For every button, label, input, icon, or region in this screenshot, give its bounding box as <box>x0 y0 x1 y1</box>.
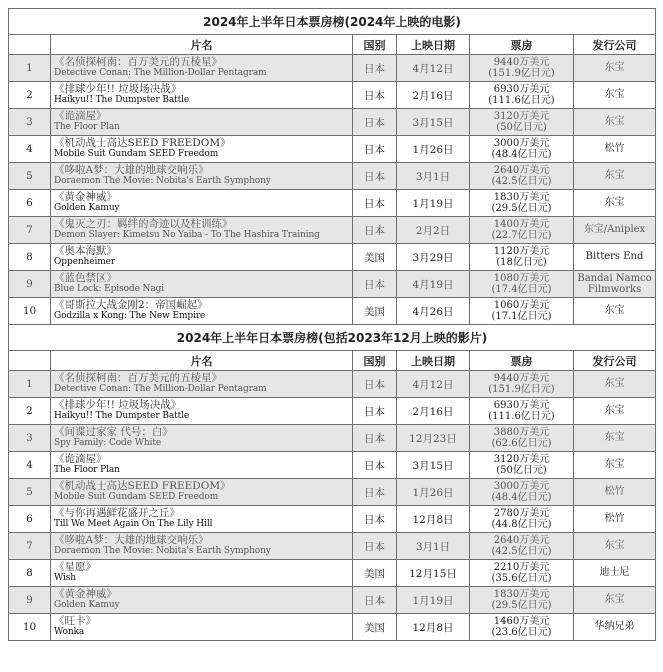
table-row <box>9 55 656 82</box>
box-office-usd: 1060万美元 <box>493 299 550 311</box>
title-cell <box>51 298 353 325</box>
box-office-cell <box>470 271 574 298</box>
box-office-jpy: (29.5亿日元) <box>491 600 552 611</box>
box-office-cell <box>470 82 574 109</box>
release-date-cell: 12月8日 <box>397 506 470 533</box>
box-office-usd: 2640万美元 <box>493 534 550 546</box>
title-english: Wish <box>54 573 76 583</box>
release-date-cell: 4月12日 <box>397 371 470 398</box>
box-office-usd: 1080万美元 <box>493 272 550 284</box>
box-office-usd: 9440万美元 <box>493 56 550 68</box>
table-title: 2024年上半年日本票房榜(包括2023年12月上映的影片) <box>9 325 656 351</box>
rank-cell: 2 <box>9 82 51 109</box>
distributor-cell <box>574 136 656 163</box>
header-country: 国别 <box>353 351 397 371</box>
title-chinese: 《名侦探柯南：百万美元的五棱星》 <box>54 55 222 68</box>
distributor-line-1: 东宝 <box>604 62 625 74</box>
release-date-cell: 1月26日 <box>397 136 470 163</box>
title-cell <box>51 55 353 82</box>
distributor-line-1: 东宝 <box>604 540 625 552</box>
title-chinese: 《哥斯拉大战金刚2：帝国崛起》 <box>54 298 208 311</box>
distributor-line-1: 东宝 <box>604 432 625 444</box>
box-office-cell <box>470 371 574 398</box>
box-office-cell <box>470 55 574 82</box>
box-office-cell <box>470 533 574 560</box>
title-chinese: 《鬼灭之刃：羁绊的奇迹以及柱训练》 <box>54 217 233 230</box>
distributor-line-2: Filmworks <box>587 284 642 295</box>
title-chinese: 《间谍过家家 代号：白》 <box>54 425 173 438</box>
distributor-cell <box>574 271 656 298</box>
header-date: 上映日期 <box>397 351 470 371</box>
country-cell: 日本 <box>353 163 397 190</box>
title-chinese: 《哆啦A梦：大雄的地球交响乐》 <box>54 163 209 176</box>
header-box: 票房 <box>470 351 574 371</box>
country-cell: 日本 <box>353 587 397 614</box>
rank-cell: 5 <box>9 479 51 506</box>
box-office-jpy: (48.4亿日元) <box>491 149 552 160</box>
rank-cell: 3 <box>9 425 51 452</box>
country-cell: 日本 <box>353 271 397 298</box>
table-row <box>9 479 656 506</box>
table-row <box>9 506 656 533</box>
box-office-cell <box>470 506 574 533</box>
distributor-line-1: 东宝 <box>604 116 625 128</box>
box-office-usd: 2210万美元 <box>493 561 550 573</box>
table-row <box>9 163 656 190</box>
box-office-jpy: (22.7亿日元) <box>491 230 552 241</box>
distributor-cell <box>574 425 656 452</box>
table-row <box>9 82 656 109</box>
box-office-cell <box>470 587 574 614</box>
box-office-cell <box>470 398 574 425</box>
title-chinese: 《旺卡》 <box>54 614 96 627</box>
title-english: Doraemon The Movie: Nobita's Earth Symphony <box>54 546 271 556</box>
table-row <box>9 614 656 641</box>
header-country: 国别 <box>353 35 397 55</box>
rank-cell: 10 <box>9 298 51 325</box>
box-office-usd: 3000万美元 <box>493 480 550 492</box>
country-cell: 日本 <box>353 533 397 560</box>
title-english: Haikyu!! The Dumpster Battle <box>54 95 190 105</box>
table-row <box>9 244 656 271</box>
title-chinese: 《黄金神威》 <box>54 190 117 203</box>
box-office-jpy: (111.6亿日元) <box>488 411 555 422</box>
title-chinese: 《奥本海默》 <box>54 244 117 257</box>
distributor-cell <box>574 190 656 217</box>
rank-cell: 6 <box>9 506 51 533</box>
table-row <box>9 371 656 398</box>
box-office-jpy: (62.6亿日元) <box>491 438 552 449</box>
table-row <box>9 560 656 587</box>
header-dist: 发行公司 <box>574 35 656 55</box>
box-office-jpy: (151.9亿日元) <box>488 384 555 395</box>
distributor-cell <box>574 55 656 82</box>
distributor-cell <box>574 82 656 109</box>
title-chinese: 《黄金神威》 <box>54 587 117 600</box>
table-row <box>9 271 656 298</box>
title-english: Mobile Suit Gundam SEED Freedom <box>54 492 219 502</box>
release-date-cell: 2月2日 <box>397 217 470 244</box>
title-chinese: 《与你再遇鲜花盛开之丘》 <box>54 506 180 519</box>
title-english: Detective Conan: The Million-Dollar Pentagram <box>54 68 267 78</box>
box-office-jpy: (42.5亿日元) <box>491 546 552 557</box>
header-box: 票房 <box>470 35 574 55</box>
table-row <box>9 398 656 425</box>
distributor-line-1: 松竹 <box>604 143 625 155</box>
title-cell <box>51 244 353 271</box>
box-office-table-body <box>9 9 656 641</box>
title-english: Wonka <box>54 627 85 637</box>
title-cell <box>51 136 353 163</box>
rank-cell: 5 <box>9 163 51 190</box>
country-cell: 日本 <box>353 217 397 244</box>
title-cell <box>51 479 353 506</box>
table-row <box>9 217 656 244</box>
release-date-cell: 3月15日 <box>397 452 470 479</box>
title-english: Blue Lock: Episode Nagi <box>54 284 165 294</box>
release-date-cell: 3月1日 <box>397 163 470 190</box>
distributor-cell <box>574 109 656 136</box>
title-english: Haikyu!! The Dumpster Battle <box>54 411 190 421</box>
table-row <box>9 533 656 560</box>
box-office-usd: 3880万美元 <box>493 426 550 438</box>
rank-cell: 7 <box>9 217 51 244</box>
country-cell: 日本 <box>353 452 397 479</box>
distributor-line-1: 东宝/Aniplex <box>583 224 646 236</box>
distributor-line-1: 松竹 <box>604 486 625 498</box>
distributor-cell <box>574 560 656 587</box>
distributor-cell <box>574 398 656 425</box>
distributor-line-1: 华纳兄弟 <box>594 621 635 633</box>
box-office-cell <box>470 136 574 163</box>
title-english: The Floor Plan <box>54 122 120 132</box>
table-row <box>9 587 656 614</box>
distributor-line-1: Bandai Namco <box>577 272 652 284</box>
release-date-cell: 1月19日 <box>397 190 470 217</box>
box-office-usd: 1120万美元 <box>493 245 550 257</box>
title-chinese: 《机动战士高达SEED FREEDOM》 <box>54 479 231 492</box>
box-office-table <box>8 8 656 641</box>
rank-cell: 8 <box>9 560 51 587</box>
release-date-cell: 12月15日 <box>397 560 470 587</box>
distributor-line-1: 东宝 <box>604 594 625 606</box>
title-cell <box>51 506 353 533</box>
release-date-cell: 4月19日 <box>397 271 470 298</box>
rank-cell: 7 <box>9 533 51 560</box>
rank-cell: 6 <box>9 190 51 217</box>
header-date: 上映日期 <box>397 35 470 55</box>
title-chinese: 《名侦探柯南：百万美元的五棱星》 <box>54 371 222 384</box>
header-rank <box>9 35 51 55</box>
rank-cell: 1 <box>9 55 51 82</box>
release-date-cell: 1月26日 <box>397 479 470 506</box>
title-english: Demon Slayer: Kimetsu No Yaiba - To The Hashira Training <box>54 230 320 240</box>
distributor-cell <box>574 533 656 560</box>
distributor-cell <box>574 163 656 190</box>
country-cell: 日本 <box>353 371 397 398</box>
box-office-usd: 3120万美元 <box>493 453 550 465</box>
box-office-usd: 1830万美元 <box>493 191 550 203</box>
table-row <box>9 452 656 479</box>
box-office-cell <box>470 298 574 325</box>
distributor-cell <box>574 479 656 506</box>
title-cell <box>51 614 353 641</box>
title-english: Spy Family: Code White <box>54 438 162 448</box>
rank-cell: 4 <box>9 452 51 479</box>
title-cell <box>51 109 353 136</box>
box-office-cell <box>470 479 574 506</box>
box-office-jpy: (35.6亿日元) <box>491 573 552 584</box>
distributor-line-1: 迪士尼 <box>599 567 630 579</box>
distributor-cell <box>574 614 656 641</box>
title-cell <box>51 425 353 452</box>
box-office-usd: 6930万美元 <box>493 399 550 411</box>
distributor-cell <box>574 452 656 479</box>
title-english: Oppenheimer <box>54 257 116 267</box>
header-name: 片名 <box>51 35 353 55</box>
distributor-line-1: 东宝 <box>604 170 625 182</box>
box-office-jpy: (44.8亿日元) <box>491 519 552 530</box>
country-cell: 美国 <box>353 560 397 587</box>
country-cell: 日本 <box>353 82 397 109</box>
release-date-cell: 4月26日 <box>397 298 470 325</box>
country-cell: 日本 <box>353 55 397 82</box>
rank-cell: 1 <box>9 371 51 398</box>
table1-header-row <box>9 35 656 55</box>
country-cell: 日本 <box>353 109 397 136</box>
title-cell <box>51 371 353 398</box>
box-office-usd: 3120万美元 <box>493 110 550 122</box>
header-dist: 发行公司 <box>574 351 656 371</box>
box-office-usd: 9440万美元 <box>493 372 550 384</box>
rank-cell: 10 <box>9 614 51 641</box>
box-office-jpy: (42.5亿日元) <box>491 176 552 187</box>
title-chinese: 《星愿》 <box>54 560 96 573</box>
box-office-cell <box>470 614 574 641</box>
country-cell: 日本 <box>353 479 397 506</box>
box-office-jpy: (50亿日元) <box>496 465 547 476</box>
rank-cell: 3 <box>9 109 51 136</box>
box-office-cell <box>470 163 574 190</box>
header-rank <box>9 351 51 371</box>
title-cell <box>51 271 353 298</box>
table-row <box>9 136 656 163</box>
box-office-cell <box>470 452 574 479</box>
box-office-cell <box>470 425 574 452</box>
title-english: Golden Kamuy <box>54 203 120 213</box>
title-cell <box>51 82 353 109</box>
rank-cell: 2 <box>9 398 51 425</box>
box-office-usd: 2780万美元 <box>493 507 550 519</box>
distributor-line-1: 东宝 <box>604 405 625 417</box>
title-cell <box>51 217 353 244</box>
distributor-cell <box>574 506 656 533</box>
country-cell: 日本 <box>353 506 397 533</box>
country-cell: 美国 <box>353 244 397 271</box>
distributor-line-1: 东宝 <box>604 197 625 209</box>
release-date-cell: 3月15日 <box>397 109 470 136</box>
box-office-cell <box>470 109 574 136</box>
distributor-cell <box>574 298 656 325</box>
title-chinese: 《机动战士高达SEED FREEDOM》 <box>54 136 231 149</box>
title-cell <box>51 587 353 614</box>
title-cell <box>51 398 353 425</box>
distributor-line-1: Bitters End <box>585 251 644 263</box>
distributor-cell <box>574 587 656 614</box>
title-cell <box>51 533 353 560</box>
title-english: Till We Meet Again On The Lily Hill <box>54 519 213 529</box>
distributor-line-1: 东宝 <box>604 378 625 390</box>
title-cell <box>51 163 353 190</box>
box-office-cell <box>470 217 574 244</box>
box-office-document <box>8 8 655 641</box>
box-office-jpy: (17.4亿日元) <box>491 284 552 295</box>
title-english: Golden Kamuy <box>54 600 120 610</box>
box-office-usd: 1830万美元 <box>493 588 550 600</box>
table-row <box>9 109 656 136</box>
title-chinese: 《哆啦A梦：大雄的地球交响乐》 <box>54 533 209 546</box>
box-office-jpy: (17.1亿日元) <box>491 311 552 322</box>
title-english: Mobile Suit Gundam SEED Freedom <box>54 149 219 159</box>
table2-title-row <box>9 325 656 351</box>
release-date-cell: 12月8日 <box>397 614 470 641</box>
distributor-line-1: 东宝 <box>604 89 625 101</box>
title-chinese: 《排球少年!! 垃圾场决战》 <box>54 82 182 95</box>
box-office-usd: 1400万美元 <box>493 218 550 230</box>
title-cell <box>51 190 353 217</box>
table-title: 2024年上半年日本票房榜(2024年上映的电影) <box>9 9 656 35</box>
title-english: Godzilla x Kong: The New Empire <box>54 311 206 321</box>
box-office-cell <box>470 244 574 271</box>
table-row <box>9 298 656 325</box>
box-office-usd: 3000万美元 <box>493 137 550 149</box>
rank-cell: 9 <box>9 271 51 298</box>
distributor-cell <box>574 217 656 244</box>
table-row <box>9 190 656 217</box>
header-name: 片名 <box>51 351 353 371</box>
box-office-jpy: (29.5亿日元) <box>491 203 552 214</box>
distributor-line-1: 东宝 <box>604 305 625 317</box>
distributor-line-1: 东宝 <box>604 459 625 471</box>
box-office-usd: 1460万美元 <box>493 615 550 627</box>
rank-cell: 4 <box>9 136 51 163</box>
table2-header-row <box>9 351 656 371</box>
title-english: Doraemon The Movie: Nobita's Earth Symphony <box>54 176 271 186</box>
country-cell: 日本 <box>353 425 397 452</box>
country-cell: 日本 <box>353 398 397 425</box>
release-date-cell: 3月29日 <box>397 244 470 271</box>
release-date-cell: 4月12日 <box>397 55 470 82</box>
title-chinese: 《诡滴屋》 <box>54 109 107 122</box>
box-office-jpy: (151.9亿日元) <box>488 68 555 79</box>
release-date-cell: 2月16日 <box>397 398 470 425</box>
country-cell: 美国 <box>353 298 397 325</box>
release-date-cell: 3月1日 <box>397 533 470 560</box>
release-date-cell: 12月23日 <box>397 425 470 452</box>
table1-title-row <box>9 9 656 35</box>
table-row <box>9 425 656 452</box>
title-chinese: 《诡滴屋》 <box>54 452 107 465</box>
box-office-jpy: (50亿日元) <box>496 122 547 133</box>
title-english: Detective Conan: The Million-Dollar Pentagram <box>54 384 267 394</box>
title-chinese: 《排球少年!! 垃圾场决战》 <box>54 398 182 411</box>
box-office-jpy: (48.4亿日元) <box>491 492 552 503</box>
release-date-cell: 1月19日 <box>397 587 470 614</box>
box-office-cell <box>470 560 574 587</box>
distributor-cell <box>574 244 656 271</box>
release-date-cell: 2月16日 <box>397 82 470 109</box>
country-cell: 日本 <box>353 136 397 163</box>
rank-cell: 8 <box>9 244 51 271</box>
box-office-usd: 6930万美元 <box>493 83 550 95</box>
distributor-cell <box>574 371 656 398</box>
box-office-usd: 2640万美元 <box>493 164 550 176</box>
distributor-line-1: 松竹 <box>604 513 625 525</box>
box-office-cell <box>470 190 574 217</box>
title-cell <box>51 452 353 479</box>
box-office-jpy: (18亿日元) <box>496 257 547 268</box>
country-cell: 美国 <box>353 614 397 641</box>
title-english: The Floor Plan <box>54 465 120 475</box>
box-office-jpy: (23.6亿日元) <box>491 627 552 638</box>
country-cell: 日本 <box>353 190 397 217</box>
rank-cell: 9 <box>9 587 51 614</box>
title-cell <box>51 560 353 587</box>
box-office-jpy: (111.6亿日元) <box>488 95 555 106</box>
title-chinese: 《蓝色禁区》 <box>54 271 117 284</box>
